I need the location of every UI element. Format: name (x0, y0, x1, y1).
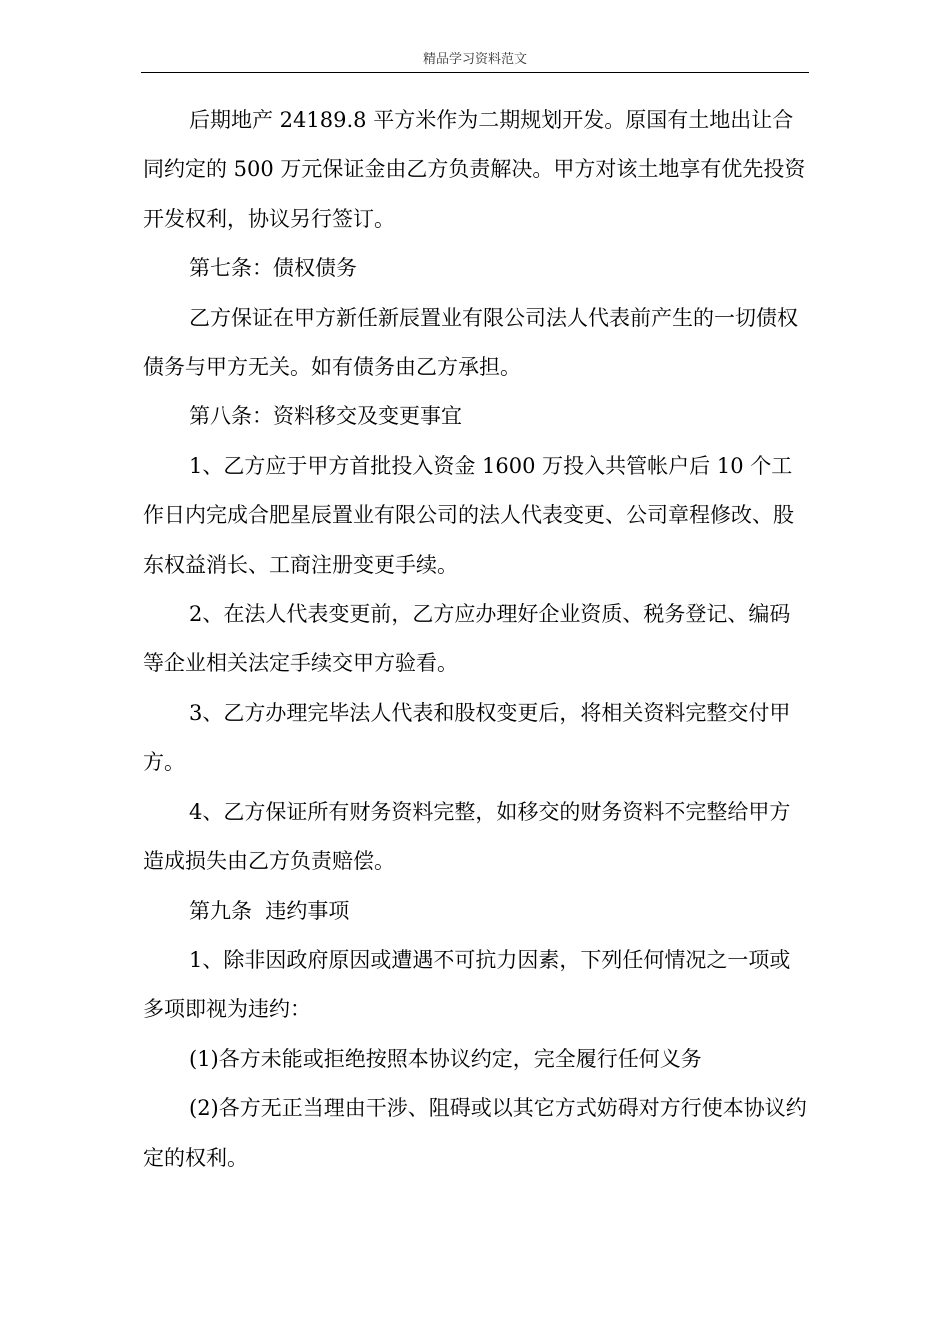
header-title: 精品学习资料范文 (422, 52, 527, 67)
page-header (141, 50, 809, 73)
paragraph: 4、乙方保证所有财务资料完整，如移交的财务资料不完整给甲方造成损失由乙方负责赔偿。 (143, 799, 791, 874)
paragraph: 乙方保证在甲方新任新辰置业有限公司法人代表前产生的一切债权债务与甲方无关。如有债务由乙方承担。 (143, 305, 798, 380)
paragraph: (2)各方无正当理由干涉、阻碍或以其它方式妨碍对方行使本协议约定的权利。 (143, 1096, 807, 1170)
section-heading: 第九条 违约事项 (189, 898, 350, 923)
document-body (143, 96, 811, 1183)
section-heading: 第八条：资料移交及变更事宜 (189, 404, 462, 429)
section-heading: 第七条：债权债务 (189, 256, 357, 281)
paragraph: (1)各方未能或拒绝按照本协议约定，完全履行任何义务 (189, 1046, 702, 1071)
paragraph: 后期地产 24189.8 平方米作为二期规划开发。原国有土地出让合同约定的 500 万元保证金由乙方负责解决。甲方对该土地享有优先投资开发权利，协议另行签订。 (143, 108, 806, 231)
paragraph: 1、除非因政府原因或遭遇不可抗力因素，下列任何情况之一项或多项即视为违约： (143, 947, 791, 1022)
paragraph: 1、乙方应于甲方首批投入资金 1600 万投入共管帐户后 10 个工作日内完成合肥星辰置业有限公司的法人代表变更、公司章程修改、股东权益消长、工商注册变更手续。 (143, 453, 794, 577)
paragraph: 2、在法人代表变更前，乙方应办理好企业资质、税务登记、编码等企业相关法定手续交甲方验看。 (143, 602, 791, 676)
paragraph: 3、乙方办理完毕法人代表和股权变更后，将相关资料完整交付甲方。 (143, 700, 791, 775)
